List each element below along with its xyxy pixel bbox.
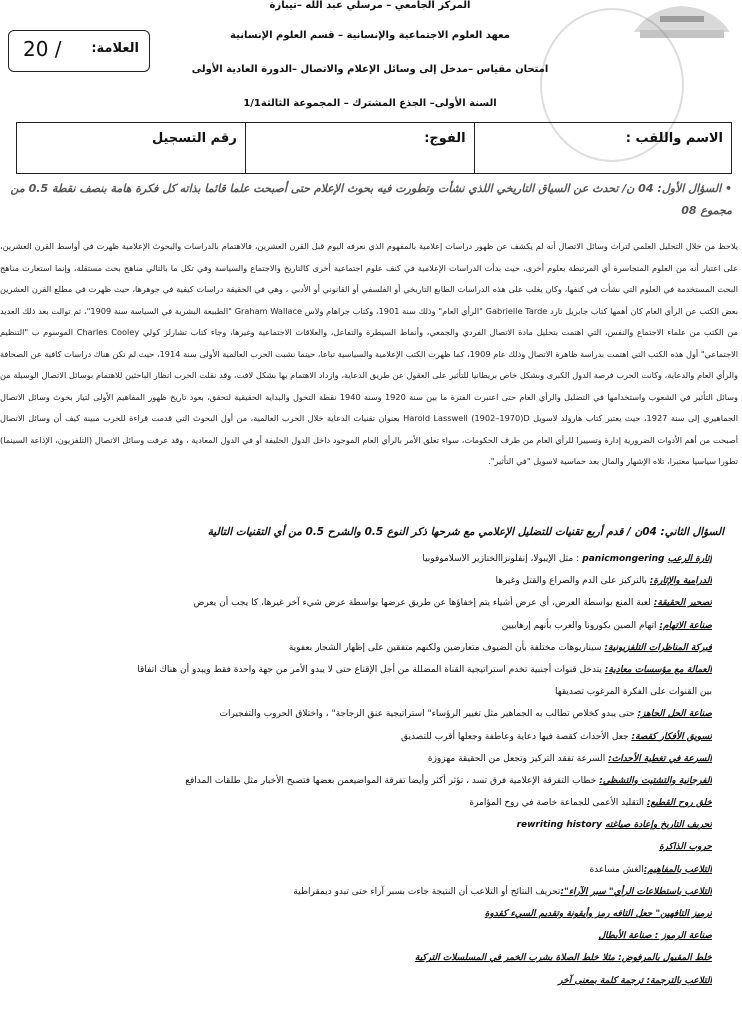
group-cell: الفوج: [245, 123, 474, 174]
score-box [8, 30, 150, 72]
techniques-list [0, 548, 742, 992]
technique-item [0, 947, 712, 969]
technique-definition: الغش مساعدة [589, 864, 644, 875]
technique-item [0, 615, 712, 637]
technique-item [0, 681, 712, 703]
technique-definition: سيناريوهات مختلفة بأن الضيوف متعارضين ولكنهم متفقين على إظهار الشجار بعفوية [288, 642, 605, 653]
name-cell: الاسم واللقب : [474, 123, 731, 174]
technique-item [0, 792, 712, 814]
technique-term: التلاعب باستطلاعات الرأي" سبر الآراء": [560, 886, 712, 897]
technique-term: تسويق الأفكار كقصة: [631, 731, 712, 742]
technique-item [0, 881, 712, 903]
technique-term: صناعة الرموز : صناعة الأبطال [598, 931, 712, 942]
technique-item [0, 903, 712, 925]
technique-item [0, 859, 712, 881]
technique-term: الدرامية والإثارة: [649, 576, 712, 587]
technique-term: خلق روح القطيع: [646, 798, 712, 809]
technique-term: تحريف التاريخ وإعادة صياغته [605, 820, 712, 831]
technique-term: العمالة مع مؤسسات معادية: [604, 664, 712, 675]
technique-term: ترميز التافهين" جعل التافه رمز وأيقونة وتقديم السيء كقدوة [484, 909, 712, 919]
header-institution: المركز الجامعي – مرسلي عبد الله –تيبازة [269, 0, 471, 11]
technique-term: خلط المقبول بالمرفوض: مثلا خلط الصلاة بشرب الخمر في المسلسلات التركية [414, 953, 712, 964]
student-id-table [16, 122, 732, 174]
technique-item [0, 748, 712, 770]
technique-term: السرعة في تغطية الأحداث: [608, 753, 712, 764]
technique-item [0, 592, 712, 614]
answer-paragraph: يلاحظ من خلال التحليل العلمي لتراث وسائل الاتصال أنه لم يكشف عن ظهور دراسات إعلامية بالمفهوم الذي نعرفه اليوم قبل القرن العشرين، فالاهتمام بالدراسات والبحوث الإعلامية ظهرت في أواسط القرن العشرين، على اعتبار أنه من العلوم المتجاسرة أي المرتبطة بعلوم أخرى، حيث بدأت الدراسات الإعلامية في كنف علوم اجتماعية أخرى كالتاريخ والاجتماع والسياسة وفي تكل ما بالتالي مناهج بحث مستقلة، وإنما استعارت مناهج البحث المستخدمة في العلوم التي نشأت في كنفها، وكان يغلب على هذه الدراسات الطابع التاريخي أو الفلسفي أو القانوني أو الأدبي ، وهي في الحقيقة دراسات كيفية في جوهرها، حيث ظهرت في مطلع القرن العشرين بعض الكتب عن الرأي العام كان أهمها كتاب جابريل تارد Gabrielle Tarde "الرأي العام" وذلك سنة 1901، وكتاب جراهام ولاس Graham Wallace "الطبيعة البشرية في السياسة سنة 1909"، ثم توالت بعد ذلك العديد من الكتب من علماء الاجتماع والنفس، التي اهتمت بتحليل مادة الاتصال الفردي والجمعي، وأنماط السيطرة والتفاعل، والعلاقات الاجتماعية وغيرها، وجاء كتاب تشارلز كولي Charles Cooley الموسوم ب "التنظيم الاجتماعي" أول هذه الكتب التي اهتمت بدراسة ظاهرة الاتصال وذلك عام 1909، كما ظهرت الكتب الإعلامية والسياسية تباعا، حينما نشبت الحرب العالمية الأولى سنة 1914، حيث لم تكن هناك دراسات كافية عن الصحافة والرأي العام والدعاية، وكانت الحرب فرصة الدول الكبرى وبشكل خاص بريطانيا للتأثير على العقول عن طريق الدعاية، وازداد الاهتمام بها بشكل لافت، وقد نقلت الحرب انظار الباحثين للاهتمام بوسائل الاتصال الوسيلة من وسائل التأثير في الشعوب واستخدامها في التضليل والرأي العام حتى اعتبرت الفترة ما بين سنة 1920 وسنة 1940 نقطة التحول والبداية الحقيقية لتحقق، بعود تاريخ ظهور المفاهيم الأولى لتيار بحوث وسائل الاتصال الجماهيري إلى سنة 1927، حيث يعتبر كتاب هارولد لاسويل Harold Lasswell (1902–1970)D بعنوان تقنيات الدعاية خلال الحرب العالمية، من أول البحوث التي قدمت قراءة للحرب مبينة كيف أن وسائل الاتصال أصبحت من أهم الأدوات الضرورية إدارة وتسييرا للرأي العام من طرف الحكومات، سواء تعلق الأمر بالرأي العام الموجود داخل الدول الحليفة أو في الدول المعادية ، وقد عرفت وسائل الاتصال (التلفزيون، الإذاعة السينما) تطورا سياسيا معتبرا، تلاه الإشهار والمال بعد حماسية لاسويل "في التأثير". [0, 241, 739, 466]
technique-item [0, 770, 712, 792]
score-label: العلامة: [91, 41, 139, 56]
technique-definition: السرعة تفقد التركيز وتجعل من الحقيقة مهزوزة [427, 753, 609, 764]
technique-term: الفرجانية والتشتيت والتشظي: [599, 775, 712, 786]
technique-definition: يتدخل قنوات أجنبية تخدم استراتيجية القناة المضللة من أجل الإقناع حتى لا يبدو الأمر من جهة واحدة فقط ويبدو أن هناك اتفاقا [137, 664, 605, 675]
technique-definition: : مثل الإيبولا، إنفلونزاالخنازير الاسلاموفوبيا [422, 554, 580, 564]
technique-definition: حتى يبدو كخلاص تطالب به الجماهير مثل تغيير الرؤساء" استراتيجية عنق الزجاجة" ، واختلاق الحروب والتفجيرات [219, 709, 638, 720]
technique-definition: خطاب التفرقة الإعلامية فرق تسد ، تؤثر أكثر وأيضا تفرقة المواضيعمن بعضها فتصبح الأخبار مثل طلقات المدافع [185, 775, 600, 786]
registration-cell: رقم التسجيل [17, 123, 246, 174]
question-two: السؤال الثاني: 04ن / قدم أربع تقنيات للتضليل الإعلامي مع شرحها ذكر النوع 0.5 والشرح 0.5 من أي التقنيات التالية [207, 526, 724, 538]
technique-definition: اتهام الصين بكورونا والعرب بأنهم إرهابيين [501, 620, 660, 631]
technique-term: التلاعب بالترجمة: ترجمة كلمة بمعنى آخر [558, 975, 712, 986]
technique-term: حروب الذاكرة [659, 842, 712, 853]
technique-item [0, 970, 712, 992]
technique-item [0, 925, 712, 947]
technique-definition: بالتركيز على الدم والصراع والقتل وغيرها [495, 576, 650, 587]
technique-item [0, 836, 712, 858]
technique-term: فبركة المناظرات التلفزيونية: [604, 642, 712, 653]
technique-item [0, 637, 712, 659]
technique-definition: جعل الأحداث كقصة فيها دعاية وعاطفة وجعلها أقرب للتصديق [400, 731, 632, 742]
technique-term: صناعة الحل الجاهز: [637, 709, 712, 720]
technique-definition: تحريف النتائج أو التلاعب أن النتيجة جاءت بسبر آراء حتى تبدو ديمقراطية [293, 886, 561, 897]
header-institute: معهد العلوم الاجتماعية والإنسانية – قسم العلوم الإنسانية [230, 30, 510, 41]
question-one: • السؤال الأول: 04 ن/ تحدث عن السياق التاريخي اللذي نشأت وتطورت فيه بحوث الإعلام حتى أصبحت علما قائما بذاته كل فكرة هامة بنصف نقطة 0.5 من مجموع 08 [10, 182, 732, 217]
technique-definition: بين القنوات على الفكرة المرغوب تصديقها [554, 687, 712, 698]
technique-term: تصحير الحقيقة: [653, 598, 712, 609]
technique-item [0, 570, 712, 592]
technique-item [0, 703, 712, 725]
header-exam: امتحان مقياس –مدخل إلى وسائل الإعلام والاتصال –الدورة العادية الأولى [191, 64, 549, 75]
technique-latin: rewriting history [516, 820, 606, 831]
technique-term: التلاعب بالمفاهيم: [643, 864, 712, 875]
score-value: 20 / [23, 37, 62, 61]
technique-item [0, 814, 712, 836]
header-group: السنة الأولى– الجذع المشترك – المجموعة الثالثة1/1 [243, 98, 497, 109]
technique-item [0, 548, 712, 570]
technique-item [0, 726, 712, 748]
technique-definition: لعبة المنع بواسطة العرض، أي عرض أشياء يتم إخفاؤها عن طريق عرضها بواسطة عرض شيء آخر غيرها، كا يجب أن يعرض [193, 598, 654, 609]
technique-term: صناعة الاتهام: [659, 620, 712, 631]
technique-latin: panicmongering [579, 554, 668, 564]
technique-definition: التقليد الأعمى للجماعة خاصة في روح المؤامرة [469, 798, 647, 809]
technique-item [0, 659, 712, 681]
technique-term: إثارة الرعب [667, 554, 712, 564]
